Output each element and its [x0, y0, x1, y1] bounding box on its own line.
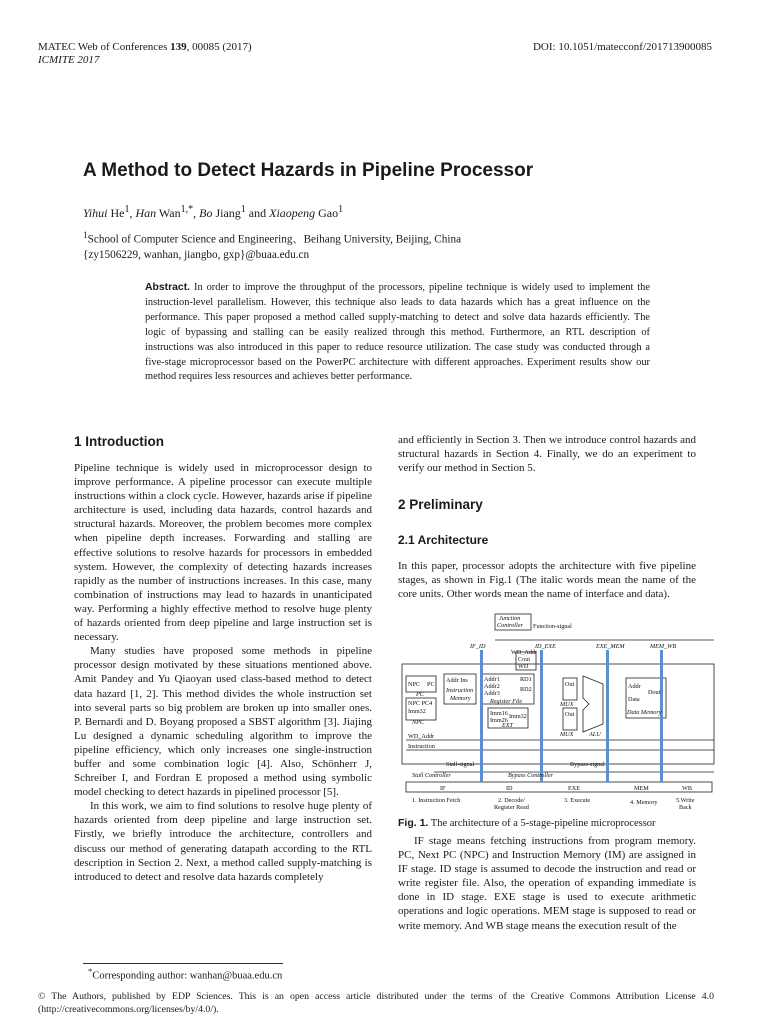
- pipeline-register-bar: [540, 650, 543, 782]
- stall-controller-label: Stall Controller: [412, 772, 451, 779]
- author-affil-mark: 1: [124, 204, 130, 215]
- id-exe-label: ID_EXE: [535, 643, 556, 650]
- pipeline-register-bar: [480, 650, 483, 782]
- wd-label: WD: [518, 663, 529, 670]
- journal-suffix: , 00085 (2017): [186, 41, 252, 53]
- wd-addr-bottom-label: WD_Addr: [408, 733, 435, 740]
- footnote: [88, 966, 282, 982]
- if-id-label: IF_ID: [470, 643, 486, 650]
- addr3-label: Addr3: [484, 690, 500, 697]
- imm26-label: Imm26: [490, 717, 508, 724]
- rd1-label: RD1: [520, 676, 532, 683]
- stage-desc-5b: Back: [679, 804, 692, 811]
- journal-line: [38, 40, 252, 54]
- pc-unit-label: PC: [416, 691, 424, 698]
- author-first-name: Xiaopeng: [269, 206, 316, 220]
- abstract: [145, 281, 650, 385]
- conference-name: ICMITE 2017: [38, 54, 100, 66]
- mem-wb-label: MEM_WB: [650, 643, 677, 650]
- addr-ins-label: Addr Ins: [446, 677, 468, 684]
- mux-top-label: MUX: [560, 701, 574, 708]
- figure-caption-text: The architecture of a 5-stage-pipeline microprocessor: [428, 818, 656, 829]
- pipeline-register-bar: [660, 650, 663, 782]
- journal-prefix: MATEC Web of Conferences: [38, 41, 171, 53]
- affiliation-name: School of Computer Science and Engineering、Beihang University, Beijing, China: [87, 233, 462, 246]
- paper-title: A Method to Detect Hazards in Pipeline Processor: [83, 160, 534, 181]
- affiliation-mark: 1: [83, 231, 88, 241]
- pipeline-register-bar: [606, 650, 609, 782]
- left-column: [74, 461, 372, 884]
- stall-signal-label: Stall-signal: [446, 761, 475, 768]
- affiliation-emails: {zy1506229, wanhan, jiangbo, gxp}@buaa.edu.cn: [83, 248, 310, 261]
- abstract-text: In order to improve the throughput of the processors, pipeline technique is widely used to implement the instruction-level parallelism. However, this technique also leads to data hazards which has a great influence on the performance. This paper proposed a method called supply-matching to detect and solve data hazards efficiently. The logic of bypassing and stalling can be easily realized through this method. Furthermore, an RTL description of instructions was also introduced in this paper to reduce resource utilization. The case study was conducted through a five-stage microprocessor based on the PowerPC architecture with different approaches. Experiment results show our method requires less resources and achieves better performance.: [145, 282, 650, 383]
- section-heading-preliminary: 2 Preliminary: [398, 497, 483, 512]
- stage-desc-4: 4. Memory: [630, 799, 658, 806]
- author-first-name: Yihui: [83, 206, 108, 220]
- author-affil-mark: 1,*: [180, 204, 194, 215]
- instruction-bus-label: Instruction: [408, 743, 435, 750]
- data-memory-label: Data Memory: [627, 709, 662, 716]
- right-column-mid: [398, 559, 696, 601]
- bypass-signal-label: Bypass-signal: [570, 761, 605, 768]
- ext-label: EXT: [502, 722, 514, 729]
- paragraph: Many studies have proposed some methods in pipeline processor design motivated by these situations mentioned above. Amit Pandey and Yu Qiaoyan used class-based method to detect data hazard [1, 2]. This method divides the whole instruction set into several parts so big problem are broken up into smaller ones. P. Bernardi and D. Boyang proposed a SBST algorithm [3]. Jiajing Lu designed a dynamic scheduling algorithm to improve the pipeline efficiency, which only increases one single-instruction buffer and some combination logic [4]. Also, Schönherr J, Schreiber I, and Fordran E proposed a method using symbolic model checking to detect hazards in pipelined processor [5].: [74, 645, 372, 799]
- rd2-label: RD2: [520, 686, 532, 693]
- register-file-label: Register File: [490, 698, 523, 705]
- bypass-controller-label: Bypass Controller: [508, 772, 553, 779]
- license-statement: © The Authors, published by EDP Sciences. This is an open access article distributed under the terms of the Creative Commons Attribution License 4.0 (http://creativecommons.org/licenses/by/4.0/).: [38, 991, 714, 1015]
- cout-label: Cout: [518, 656, 531, 663]
- wd-addr-top-label: WD_Addr: [511, 649, 538, 656]
- footnote-rule: [83, 963, 283, 964]
- stage-bar: [406, 782, 712, 792]
- paragraph: and efficiently in Section 3. Then we introduce control hazards and structural hazards in Section 4. Finally, we do an experiment to verify our method in Section 5.: [398, 434, 696, 475]
- imm16-label: Imm16: [490, 710, 508, 717]
- out-top-label: Out: [565, 681, 575, 688]
- stage-desc-2b: Register Read: [494, 804, 529, 811]
- author-last-name: Jiang: [212, 206, 241, 220]
- pc-reg-label: PC: [427, 681, 435, 688]
- im-label: Instruction: [446, 687, 474, 694]
- paragraph: IF stage means fetching instructions from program memory. PC, Next PC (NPC) and Instruction Memory (IM) are assigned in IF stage. ID stage is assumed to decode the instruction and read or write register file. Also, the operation of expanding immediate is done in ID stage. EXE stage is used to execute arithmetic operations and logic operations. MEM stage is supposed to read or write memory. And WB stage means the execution result of the: [398, 835, 696, 932]
- author-last-name: Wan: [156, 206, 181, 220]
- author-and: and: [245, 206, 270, 220]
- stage-id-label: ID: [506, 785, 513, 792]
- out-bottom-label: Out: [565, 711, 575, 718]
- section-heading-introduction: 1 Introduction: [74, 434, 164, 449]
- imm32-label: Imm32: [408, 708, 426, 715]
- npc-pc4-label: NPC PC4: [408, 700, 433, 707]
- paragraph: In this paper, processor adopts the architecture with five pipeline stages, as shown in Fig.1 (The italic words mean the name of the core units. Other words mean the name of interface and data).: [398, 560, 696, 601]
- author-list: [83, 204, 683, 221]
- subsection-heading-architecture: 2.1 Architecture: [398, 533, 489, 547]
- figure-caption: [398, 817, 656, 829]
- exe-mem-label: EXE_MEM: [596, 643, 625, 650]
- mux-bottom-label: MUX: [560, 731, 574, 738]
- alu-shape: [583, 676, 603, 732]
- stage-desc-2a: 2. Decode/: [498, 797, 525, 804]
- right-column-bottom: [398, 834, 696, 933]
- affiliation: [83, 229, 683, 263]
- journal-volume: 139: [170, 41, 187, 53]
- imm32-ext-label: Imm32: [509, 713, 527, 720]
- addr2-label: Addr2: [484, 683, 500, 690]
- stage-mem-label: MEM: [634, 785, 649, 792]
- paragraph: Pipeline technique is widely used in microprocessor design to improve performance. A pipeline processor can execute multiple instructions within a clock cycle. However, hazards arise if pipeline architecture is used, including data hazards, control hazards and structural hazards. Moreover, the problem becomes more complex when pipeline depth increases. Forwarding and stalling are effective solutions to resolve hazards for processors in embedded system. However, the complexity of detecting hazards increases rapidly as the number of instructions increases. In this case, many combination of instructions may lead to hazards in unanticipated way. Performing a highly effective method to resolve huge plenty of hazards oriented from deep pipeline and large instruction set is necessary.: [74, 462, 372, 644]
- abstract-label: Abstract.: [145, 282, 191, 293]
- dm-dout-label: Dout: [648, 689, 661, 696]
- addr1-label: Addr1: [484, 676, 500, 683]
- junction-label-2: Controller: [497, 622, 523, 629]
- function-signal-label: Function-signal: [533, 623, 572, 630]
- stage-desc-5a: 5.Write: [676, 797, 695, 804]
- right-column-top: [398, 433, 696, 475]
- architecture-figure: [398, 612, 718, 817]
- author-first-name: Han: [135, 206, 157, 220]
- stage-wb-label: WB: [682, 785, 692, 792]
- author-first-name: Bo: [199, 206, 213, 220]
- doi: DOI: 10.1051/matecconf/201713900085: [532, 41, 712, 53]
- author-separator: ,: [193, 206, 200, 220]
- stage-if-label: IF: [440, 785, 446, 792]
- paragraph: In this work, we aim to find solutions to resolve huge plenty of hazards oriented from deep pipeline and large instruction set. Firstly, we briefly introduce the architecture, controllers and discuss our method of generating datapath according to the RTL description in Section 2. Next, a method called supply-matching is introduced to detect and resolve data hazards completely: [74, 800, 372, 883]
- im-label-2: Memory: [450, 695, 471, 702]
- stage-desc-3: 3. Execute: [564, 797, 591, 804]
- npc-pc-label: NPC: [408, 681, 421, 688]
- author-last-name: Gao: [315, 206, 339, 220]
- stage-desc-1: 1. Instruction Fetch: [412, 797, 461, 804]
- npc-unit-label: NPC: [412, 719, 425, 726]
- dm-data-label: Data: [628, 696, 640, 703]
- dm-addr-label: Addr: [628, 683, 641, 690]
- footnote-mark: *: [88, 966, 93, 976]
- author-affil-mark: 1: [338, 204, 344, 215]
- footnote-text: Corresponding author: wanhan@buaa.edu.cn: [92, 970, 283, 982]
- stage-exe-label: EXE: [568, 785, 581, 792]
- junction-label: Junction: [499, 615, 521, 622]
- author-affil-mark: 1: [240, 204, 246, 215]
- author-separator: ,: [129, 206, 136, 220]
- author-last-name: He: [107, 206, 125, 220]
- alu-label: ALU: [589, 731, 601, 738]
- figure-caption-label: Fig. 1.: [398, 817, 429, 829]
